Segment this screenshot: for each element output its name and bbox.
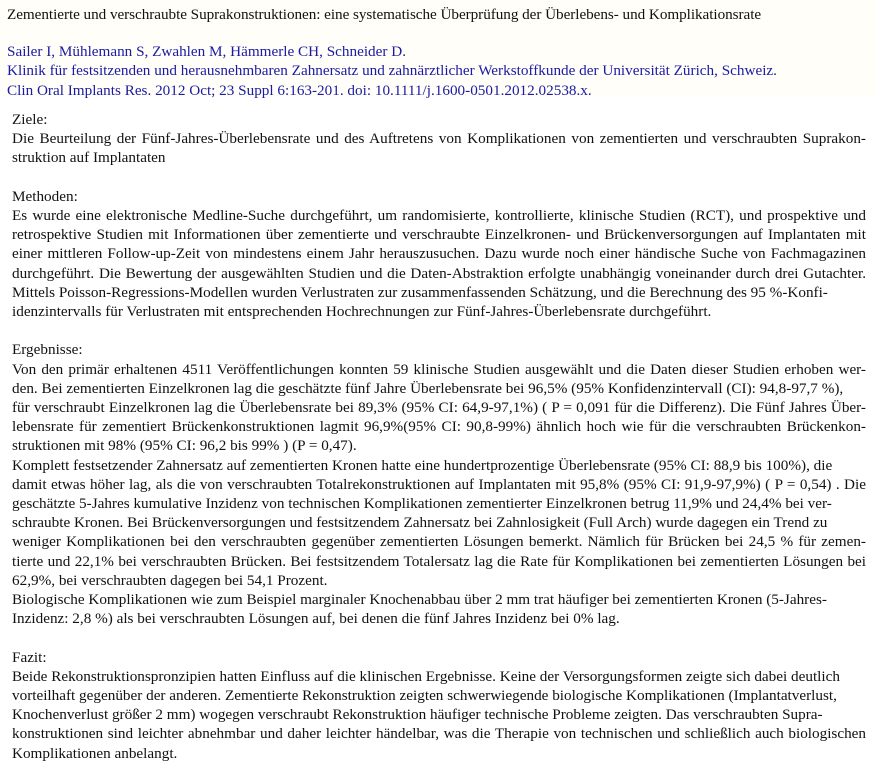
- authors-link[interactable]: Sailer I, Mühlemann S, Zwahlen M, Hämmerle CH, Schneider D.: [7, 43, 407, 61]
- text-line: Mittels Poisson-Regressions-Modellen wurden Verlustraten zur zusammenfassenden Schätzung, und die Berechnung des 95 %-Konfi-: [12, 283, 828, 301]
- section-text: [12, 129, 866, 167]
- text-line: geschätzte 5-Jahres kumulative Inzidenz von technischen Komplikationen zementierter Einzelkronen betrug 11,9% und 24,4% bei ver-: [12, 495, 832, 513]
- section-heading: Methoden:: [12, 187, 78, 205]
- text-line: den. Bei zementierten Einzelkronen lag die geschätzte fünf Jahre Überlebensrate bei 96,5% (95% Konfidenzintervall (CI): 94,8-97,7 %),: [12, 379, 844, 397]
- text-line: weniger Komplikationen bei den verschraubten gegenüber zementierten Lösungen bemerkt. Nämlich für Brücken bei 24,5 % für zemen-: [12, 533, 866, 551]
- text-line: lebensrate für zementiert Brückenkonstruktionen lagmit 96,9%(95% CI: 90,8-99%) ähnlich hoch wie für die verschraubten Brückenkon-: [12, 418, 866, 436]
- text-line: Die Beurteilung der Fünf-Jahres-Überlebensrate und des Auftretens von Komplikationen von zementierten und verschraubten Suprakon-: [12, 130, 866, 148]
- text-line: 62,9%, bei verschraubten dagegen bei 54,1 Prozent.: [12, 571, 328, 589]
- text-line: einer mittleren Follow-up-Zeit von mindestens einem Jahr herauszusuchen. Dazu wurde noch einer händische Suche von Fachmagazinen: [12, 245, 866, 263]
- affiliation-link[interactable]: Klinik für festsitzenden und herausnehmbaren Zahnersatz und zahnärztlicher Werkstoffkunde der Universität Zürich, Schweiz.: [7, 62, 777, 80]
- citation-link[interactable]: Clin Oral Implants Res. 2012 Oct; 23 Suppl 6:163-201. doi: 10.1111/j.1600-0501.2012.02538.x.: [7, 81, 592, 99]
- text-line: konstruktionen sind leichter abnehmbar und daher leichter händelbar, was die Therapie von technischen und schließlich auch biologischen: [12, 725, 866, 743]
- text-line: Biologische Komplikationen wie zum Beispiel marginaler Knochenabbau über 2 mm trat häufiger bei zementierten Kronen (5-Jahres-: [12, 591, 827, 609]
- text-line: Komplikationen anbelangt.: [12, 744, 178, 762]
- section-text: [12, 667, 866, 763]
- text-line: Beide Rekonstruktionspronzipien hatten Einfluss auf die klinischen Ergebnisse. Keine der Versorgungsformen zeigte sich dabei deutlich: [12, 667, 840, 685]
- abstract-body: [0, 96, 876, 763]
- text-line: vorteilhaft gegenüber der anderen. Zementierte Rekonstruktion zeigten schwerwiegende biologische Komplikationen (Implantatverlust,: [12, 687, 837, 705]
- text-line: Knochenverlust größer 2 mm) wogegen verschraubt Rekonstruktion häufiger technische Probleme zeigten. Das verschraubten Supra-: [12, 706, 823, 724]
- section-fazit: [12, 648, 866, 763]
- text-line: retrospektive Studien mit Informationen über zementierte und verschraubte Einzelkronen- und Brückenversorgungen auf Implantaten mit: [12, 226, 866, 244]
- text-line: für verschraubt Einzelkronen lag die Überlebensrate bei 89,3% (95% CI: 64,9-97,1%) ( P = 0,091 für die Differenz). Die Fünf Jahres Über-: [12, 399, 866, 417]
- section-ergebnisse: [12, 340, 866, 628]
- text-line: Komplett festsetzender Zahnersatz auf zementierten Kronen hatte eine hundertprozentige Überlebensrate (95% CI: 88,9 bis 100%), die: [12, 456, 833, 474]
- section-heading: Ziele:: [12, 111, 48, 128]
- reference-block: [7, 42, 876, 100]
- article-title: Zementierte und verschraubte Suprakonstruktionen: eine systematische Überprüfung der Überlebens- und Komplikationsrate: [7, 6, 762, 23]
- article-header: [0, 0, 876, 99]
- text-line: tierte und 22,1% bei verschraubten Brücken. Bei festsitzendem Totalersatz lag die Rate für Komplikationen bei zementierten Lösungen bei: [12, 552, 866, 570]
- text-line: idenzintervalls für Verlustraten mit entsprechenden Hochrechnungen zur Fünf-Jahres-Überlebensrate durchgeführt.: [12, 303, 712, 321]
- section-methoden: [12, 187, 866, 321]
- section-text: [12, 360, 866, 629]
- section-text: [12, 206, 866, 321]
- text-line: durchgeführt. Die Bewertung der ausgewählten Studien und die Daten-Abstraktion erfolgte unabhängig voneinander durch drei Gutachter.: [12, 264, 866, 282]
- section-heading: Ergebnisse:: [12, 341, 83, 359]
- text-line: schraubte Kronen. Bei Brückenversorgungen und festsitzendem Zahnersatz bei Zahnlosigkeit (Full Arch) wurde dagegen ein Trend zu: [12, 514, 828, 532]
- text-line: Es wurde eine elektronische Medline-Suche durchgeführt, um randomisierte, kontrollierte, klinische Studien (RCT), und prospektive und: [12, 207, 866, 224]
- text-line: Inzidenz: 2,8 %) als bei verschraubten Lösungen auf, bei denen die fünf Jahres Inzidenz bei 0% lag.: [12, 610, 620, 628]
- text-line: Von den primär erhaltenen 4511 Veröffentlichungen konnten 59 klinische Studien ausgewählt und die Daten dieser Studien erhoben wer-: [12, 360, 866, 378]
- text-line: struktion auf Implantaten: [12, 149, 166, 167]
- text-line: damit etwas höher lag, als die von verschraubten Totalrekonstruktionen auf Implantaten mit 95,8% (95% CI: 91,9-97,9%) ( P = 0,54) . Die: [12, 475, 866, 493]
- section-ziele: [12, 110, 866, 168]
- section-heading: Fazit:: [12, 648, 47, 666]
- text-line: struktionen mit 98% (95% CI: 96,2 bis 99% ) (P = 0,47).: [12, 437, 357, 455]
